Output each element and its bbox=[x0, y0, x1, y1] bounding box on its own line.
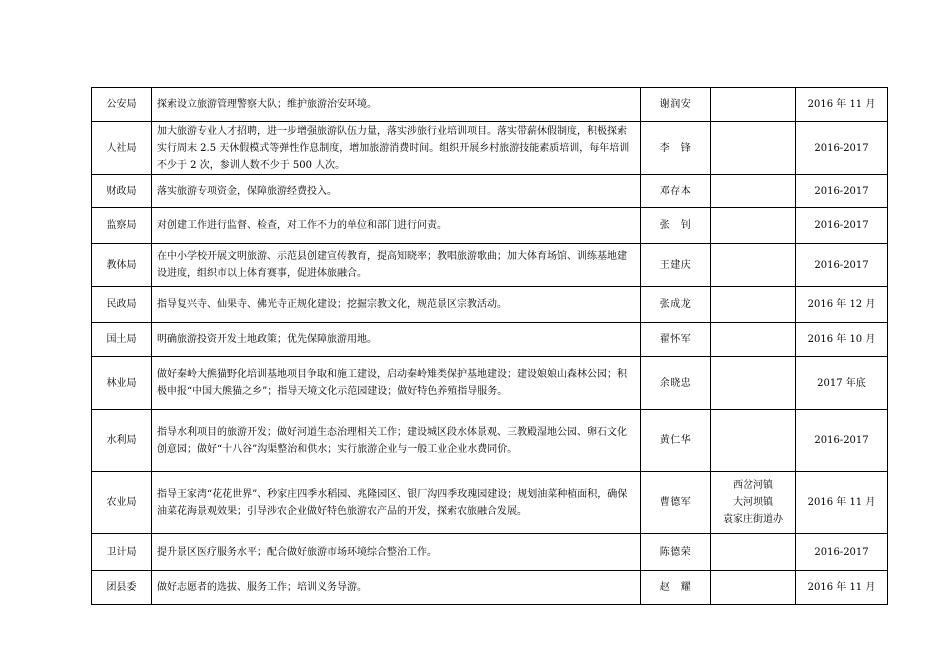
table-row bbox=[92, 571, 888, 605]
cooperating-unit-cell bbox=[711, 244, 796, 287]
cooperating-unit-cell bbox=[711, 287, 796, 323]
department-cell: 水利局 bbox=[92, 410, 152, 472]
responsible-person-cell: 赵 耀 bbox=[641, 571, 711, 605]
department-cell: 国土局 bbox=[92, 323, 152, 357]
task-cell: 做好志愿者的选拔、服务工作；培训义务导游。 bbox=[152, 571, 641, 605]
responsible-person-cell: 张成龙 bbox=[641, 287, 711, 323]
department-cell: 卫计局 bbox=[92, 534, 152, 571]
deadline-cell: 2016-2017 bbox=[796, 208, 888, 244]
department-cell: 林业局 bbox=[92, 357, 152, 410]
table-row bbox=[92, 410, 888, 472]
table-row bbox=[92, 208, 888, 244]
cooperating-unit-cell bbox=[711, 571, 796, 605]
responsible-person-cell: 谢润安 bbox=[641, 88, 711, 122]
deadline-cell: 2016 年 10 月 bbox=[796, 323, 888, 357]
task-cell: 做好秦岭大熊猫野化培训基地项目争取和施工建设，启动秦岭雉类保护基地建设；建设娘娘山森林公园；积极申报“中国大熊猫之乡”；指导天境文化示范园建设；做好特色养殖指导服务。 bbox=[152, 357, 641, 410]
deadline-cell: 2016 年 11 月 bbox=[796, 571, 888, 605]
deadline-cell: 2017 年底 bbox=[796, 357, 888, 410]
table-row bbox=[92, 472, 888, 534]
cooperating-unit-name: 大河坝镇 bbox=[733, 497, 773, 508]
task-cell: 对创建工作进行监督、检查，对工作不力的单位和部门进行问责。 bbox=[152, 208, 641, 244]
deadline-cell: 2016-2017 bbox=[796, 175, 888, 208]
responsible-person-cell: 邓存本 bbox=[641, 175, 711, 208]
task-cell: 落实旅游专项资金，保障旅游经费投入。 bbox=[152, 175, 641, 208]
responsible-person-cell: 王建庆 bbox=[641, 244, 711, 287]
deadline-cell: 2016-2017 bbox=[796, 410, 888, 472]
cooperating-unit-cell bbox=[711, 88, 796, 122]
department-cell: 教体局 bbox=[92, 244, 152, 287]
responsible-person-cell: 黄仁华 bbox=[641, 410, 711, 472]
table-row bbox=[92, 88, 888, 122]
task-cell: 指导水利项目的旅游开发；做好河道生态治理相关工作；建设城区段水体景观、三教殿湿地公园、卵石文化创意园；做好“十八谷”沟渠整治和供水；实行旅游企业与一般工业企业水费同价。 bbox=[152, 410, 641, 472]
cooperating-unit-cell bbox=[711, 175, 796, 208]
task-assignment-table bbox=[91, 87, 888, 605]
department-cell: 团县委 bbox=[92, 571, 152, 605]
deadline-cell: 2016 年 11 月 bbox=[796, 472, 888, 534]
task-cell: 加大旅游专业人才招聘，进一步增强旅游队伍力量，落实涉旅行业培训项目。落实带薪休假制度，积极探索实行周末 2.5 天休假模式等弹性作息制度，增加旅游消费时间。组织开展乡村旅游技能素质培训，每年培训不少于 2 次，参训人数不少于 500 人次。 bbox=[152, 122, 641, 175]
responsible-person-cell: 陈德荣 bbox=[641, 534, 711, 571]
department-cell: 监察局 bbox=[92, 208, 152, 244]
cooperating-unit-cell bbox=[711, 357, 796, 410]
table-row bbox=[92, 244, 888, 287]
department-cell: 公安局 bbox=[92, 88, 152, 122]
deadline-cell: 2016 年 11 月 bbox=[796, 88, 888, 122]
table-row bbox=[92, 323, 888, 357]
task-cell: 明确旅游投资开发土地政策；优先保障旅游用地。 bbox=[152, 323, 641, 357]
cooperating-unit-cell bbox=[711, 534, 796, 571]
responsible-person-cell: 翟怀军 bbox=[641, 323, 711, 357]
department-cell: 人社局 bbox=[92, 122, 152, 175]
department-cell: 农业局 bbox=[92, 472, 152, 534]
task-cell: 指导王家湾“花花世界”、秒家庄四季水稻园、兆隆园区、银厂沟四季玫瑰园建设；规划油菜种植面积，确保油菜花海景观效果；引导涉农企业做好特色旅游农产品的开发，探索农旅融合发展。 bbox=[152, 472, 641, 534]
responsible-person-cell: 张 钊 bbox=[641, 208, 711, 244]
deadline-cell: 2016-2017 bbox=[796, 534, 888, 571]
task-cell: 指导复兴寺、仙果寺、佛光寺正规化建设；挖掘宗教文化，规范景区宗教活动。 bbox=[152, 287, 641, 323]
task-cell: 探索设立旅游管理警察大队；维护旅游治安环境。 bbox=[152, 88, 641, 122]
deadline-cell: 2016-2017 bbox=[796, 244, 888, 287]
table-row bbox=[92, 534, 888, 571]
responsible-person-cell: 曹德军 bbox=[641, 472, 711, 534]
cooperating-unit-name: 袁家庄街道办 bbox=[723, 514, 783, 525]
table-row bbox=[92, 287, 888, 323]
cooperating-unit-cell bbox=[711, 410, 796, 472]
cooperating-unit-cell bbox=[711, 472, 796, 534]
task-cell: 在中小学校开展文明旅游、示范县创建宣传教育，提高知晓率；教唱旅游歌曲；加大体育场馆、训练基地建设进度，组织市以上体育赛事，促进体旅融合。 bbox=[152, 244, 641, 287]
table-row bbox=[92, 175, 888, 208]
table-row bbox=[92, 122, 888, 175]
cooperating-unit-cell bbox=[711, 323, 796, 357]
cooperating-unit-cell bbox=[711, 122, 796, 175]
responsible-person-cell: 李 锋 bbox=[641, 122, 711, 175]
table-row bbox=[92, 357, 888, 410]
table-body bbox=[92, 88, 888, 605]
deadline-cell: 2016 年 12 月 bbox=[796, 287, 888, 323]
cooperating-unit-name: 西岔河镇 bbox=[733, 480, 773, 491]
deadline-cell: 2016-2017 bbox=[796, 122, 888, 175]
department-cell: 民政局 bbox=[92, 287, 152, 323]
responsible-person-cell: 余晓忠 bbox=[641, 357, 711, 410]
task-cell: 提升景区医疗服务水平；配合做好旅游市场环境综合整治工作。 bbox=[152, 534, 641, 571]
department-cell: 财政局 bbox=[92, 175, 152, 208]
cooperating-unit-cell bbox=[711, 208, 796, 244]
